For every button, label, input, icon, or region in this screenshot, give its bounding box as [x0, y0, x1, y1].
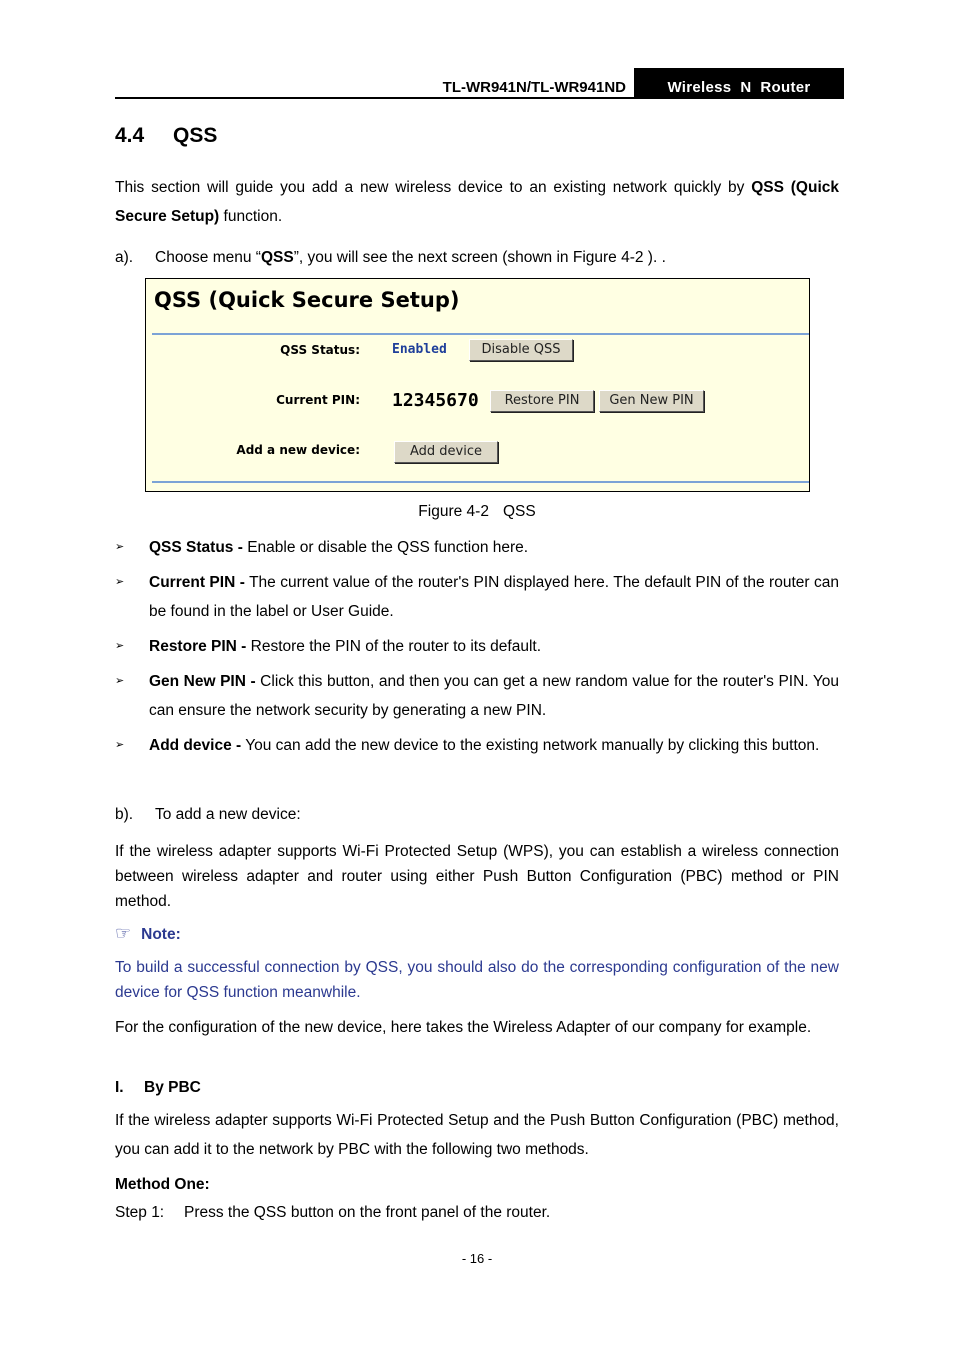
step-b-prefix: b).	[115, 806, 134, 823]
header-product: Wireless N Router	[667, 79, 811, 96]
step-a-after: ”, you will see the next screen (shown in Figure 4-2 ). .	[293, 249, 666, 266]
config-paragraph: For the configuration of the new device, here takes the Wireless Adapter of our company for example.	[115, 1019, 812, 1036]
bullet-item	[115, 667, 839, 725]
bullet-arrow-icon: ➢	[115, 576, 125, 588]
method-one-heading: Method One:	[115, 1176, 210, 1193]
qss-figure-top-rule	[152, 333, 809, 335]
pbc-heading-number: I.	[115, 1079, 124, 1096]
bullet-text: Click this button, and then you can get a new random value for the router's PIN. You can ensure the network security by generating a new PIN.	[149, 673, 839, 719]
bullet-arrow-icon: ➢	[115, 640, 125, 652]
note-heading	[115, 923, 181, 944]
caption-label: Figure 4-2	[418, 503, 489, 520]
bullet-arrow-icon: ➢	[115, 541, 125, 553]
section-title	[115, 124, 217, 148]
current-pin-label: Current PIN:	[276, 393, 360, 407]
pointing-hand-icon: ☞	[115, 923, 132, 943]
bullet-item	[115, 632, 839, 661]
note-text: To build a successful connection by QSS, you should also do the corresponding configuration of the new device for QSS function meanwhile.	[115, 959, 839, 1001]
caption-name: QSS	[502, 503, 536, 520]
step-1-text: Press the QSS button on the front panel of the router.	[184, 1204, 551, 1221]
bullet-item	[115, 731, 839, 760]
qss-figure-title: QSS (Quick Secure Setup)	[154, 288, 460, 312]
bullet-item	[115, 533, 839, 562]
qss-status-label: QSS Status:	[280, 343, 360, 357]
intro-paragraph	[115, 173, 839, 231]
gen-new-pin-button[interactable]: Gen New PIN	[599, 390, 704, 412]
bullet-text: You can add the new device to the existing network manually by clicking this button.	[241, 737, 820, 754]
bullet-arrow-icon: ➢	[115, 739, 125, 751]
add-device-button[interactable]: Add device	[394, 441, 498, 463]
pbc-paragraph: If the wireless adapter supports Wi-Fi Protected Setup and the Push Button Configuration (PBC) method, you can add it to the network by PBC with the following two methods.	[115, 1112, 839, 1158]
intro-text: This section will guide you add a new wireless device to an existing network quickly by	[115, 179, 752, 196]
current-pin-value: 12345670	[392, 390, 479, 411]
add-device-label: Add a new device:	[236, 443, 360, 457]
disable-qss-button[interactable]: Disable QSS	[469, 339, 573, 361]
page-number: - 16 -	[461, 1251, 493, 1266]
section-number: 4.4	[115, 124, 145, 147]
pbc-heading	[115, 1073, 839, 1102]
bullet-text: Restore the PIN of the router to its default.	[246, 638, 541, 655]
step-1-label: Step 1:	[115, 1204, 165, 1221]
step-a	[115, 243, 839, 272]
bullet-item	[115, 568, 839, 626]
bullet-text: The current value of the router's PIN displayed here. The default PIN of the router can be found in the label or User Guide.	[149, 574, 839, 620]
figure-caption	[0, 503, 954, 521]
bullet-term: Restore PIN -	[149, 638, 247, 655]
intro-bold: QSS (Quick Secure Setup)	[115, 179, 839, 225]
header-rule	[115, 97, 844, 99]
intro-after: function.	[219, 208, 283, 225]
bullet-term: Current PIN -	[149, 574, 245, 591]
note-label: Note:	[141, 926, 181, 943]
qss-figure	[145, 278, 810, 492]
step-b-text: To add a new device:	[155, 806, 301, 823]
qss-figure-bottom-rule	[152, 481, 809, 483]
bullet-text: Enable or disable the QSS function here.	[242, 539, 529, 556]
step-1	[115, 1198, 839, 1227]
bullet-term: Gen New PIN -	[149, 673, 256, 690]
section-name: QSS	[173, 124, 218, 147]
step-a-prefix: a).	[115, 249, 134, 266]
bullet-term: Add device -	[149, 737, 242, 754]
step-b	[115, 800, 839, 829]
step-a-text: Choose menu “	[155, 249, 261, 266]
wps-paragraph: If the wireless adapter supports Wi-Fi Protected Setup (WPS), you can establish a wireless connection between wireless adapter and router using either Push Button Configuration (PBC) method or PIN method.	[115, 843, 839, 910]
bullet-term: QSS Status -	[149, 539, 243, 556]
header-model: TL-WR941N/TL-WR941ND	[442, 79, 626, 96]
restore-pin-button[interactable]: Restore PIN	[490, 390, 594, 412]
pbc-heading-text: By PBC	[144, 1079, 201, 1096]
qss-status-value: Enabled	[392, 342, 447, 357]
bullet-arrow-icon: ➢	[115, 675, 125, 687]
header-product-box	[634, 68, 844, 99]
step-a-bold: QSS	[260, 249, 294, 266]
